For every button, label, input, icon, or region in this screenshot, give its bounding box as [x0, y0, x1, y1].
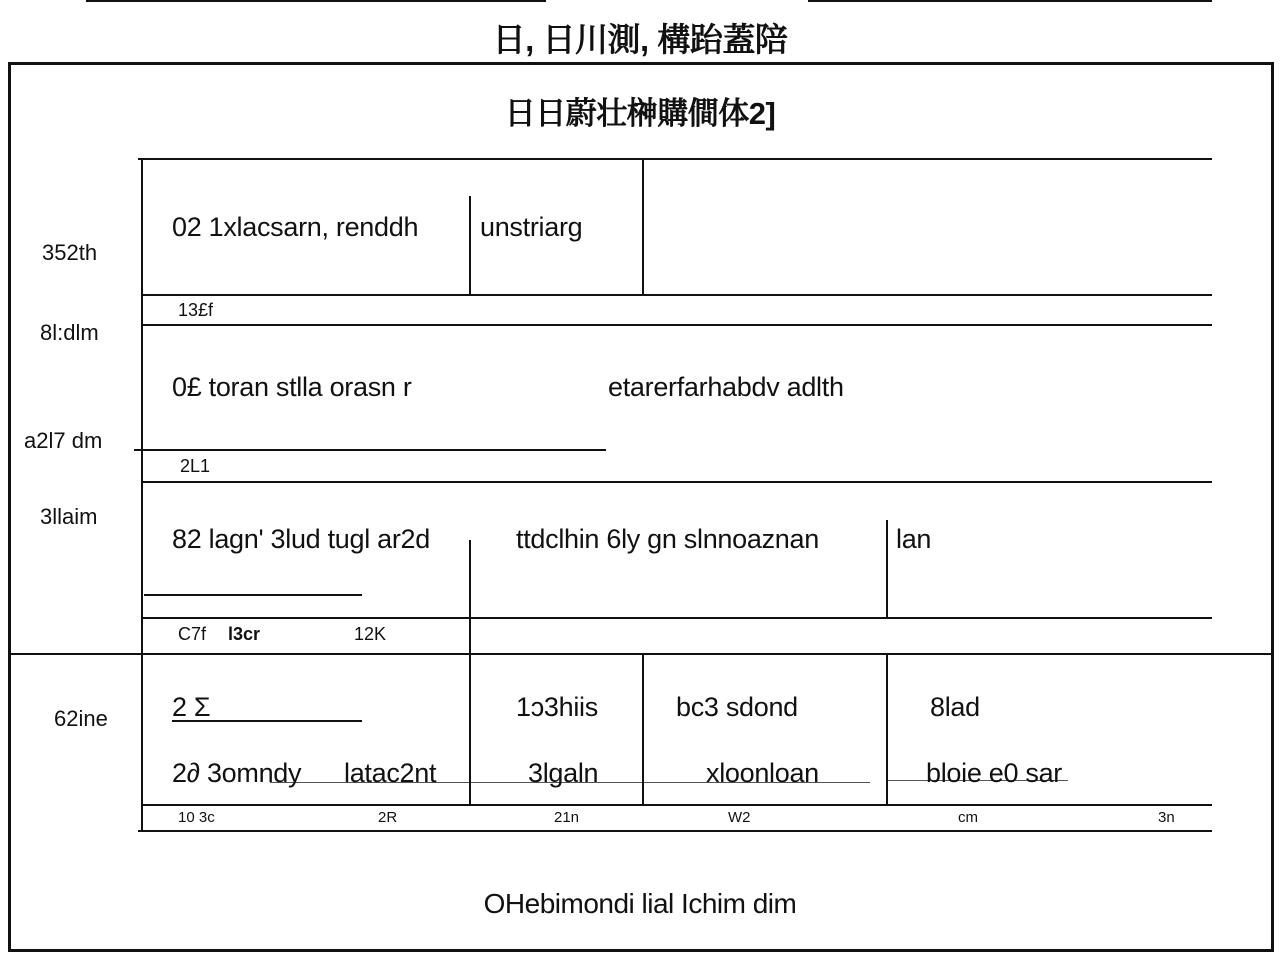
top-rule-right [808, 0, 1212, 2]
scale-label: 2R [378, 809, 398, 826]
bottom-cell: xloonloan [706, 758, 819, 788]
bottom-cell: bc3 sdond [676, 692, 798, 722]
table-rule [138, 830, 1212, 832]
column-rule [886, 520, 888, 618]
scale-label: 10 3c [178, 809, 215, 826]
bottom-cell: 8lad [930, 692, 980, 722]
side-label: 3llaim [40, 504, 98, 529]
column-rule [469, 196, 471, 294]
table-cell: 0£ toran stlla orasn r [172, 372, 412, 402]
table-cell: lan [896, 524, 932, 554]
side-label: 62ine [54, 706, 108, 731]
table-left-border [141, 158, 143, 832]
column-rule [642, 158, 644, 294]
table-rule [142, 804, 1212, 806]
bottom-cell: bloie e0 sar [926, 758, 1062, 788]
bottom-cell: 1ɔ3hiis [516, 692, 598, 722]
bottom-cell: 2∂ 3omndy [172, 758, 302, 788]
table-cell: 82 lagn' 3lud tugl ar2d [172, 524, 430, 554]
scale-label: 3n [1158, 809, 1175, 826]
table-cell: etarerfarhabdv adlth [608, 372, 844, 402]
form-subtitle: 日日蔚壮榊購僴体2] [504, 96, 776, 131]
table-cell: unstriarg [480, 212, 583, 242]
column-rule [642, 653, 644, 805]
table-rule [142, 324, 1212, 326]
side-label: 8l:dlm [40, 320, 99, 345]
row-note: 12K [354, 624, 387, 644]
bottom-cell: 2 Σ [172, 692, 211, 722]
table-cell: 02 1xlacsarn, renddh [172, 212, 419, 242]
table-rule [142, 617, 1212, 619]
column-rule [886, 653, 888, 805]
table-rule [144, 594, 362, 596]
side-label: 352th [42, 240, 98, 265]
row-note: 2L1 [180, 456, 211, 476]
table-rule [142, 294, 1212, 296]
document-title: 日, 日川測, 構跆蓋陪 [492, 21, 788, 58]
bottom-cell: latac2nt [344, 758, 437, 788]
scale-label: 21n [554, 809, 580, 826]
column-rule [469, 540, 471, 805]
section-divider [10, 653, 1272, 655]
side-label: a2l7 dm [24, 428, 103, 453]
document-footer: OHebimondi lial Ichim dim [483, 888, 797, 919]
row-note: 13£f [178, 300, 214, 320]
scale-label: cm [958, 809, 978, 826]
row-note: l3cr [228, 624, 261, 644]
table-cell: ttdclhin 6ly gn slnnoaznan [516, 524, 819, 554]
bottom-cell: 3lgaln [528, 758, 599, 788]
scale-label: W2 [728, 809, 751, 826]
table-rule [138, 158, 1212, 160]
table-rule [142, 481, 1212, 483]
row-note: C7f [178, 624, 207, 644]
table-rule [134, 449, 606, 451]
top-rule-left [86, 0, 546, 2]
